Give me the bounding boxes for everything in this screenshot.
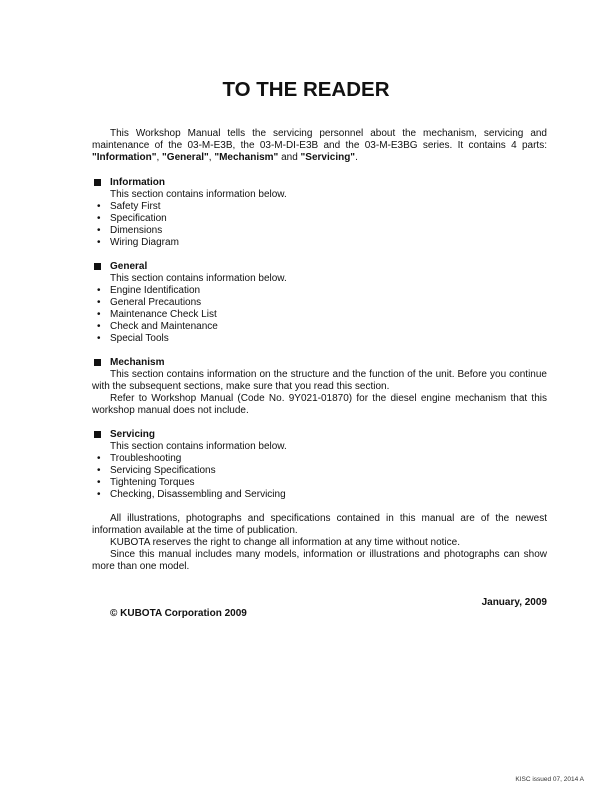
bullet-icon: • [97, 465, 101, 476]
square-bullet-icon [94, 359, 101, 366]
bullet-icon: • [97, 309, 101, 320]
list-item: • Dimensions [97, 225, 163, 236]
section-description: This section contains information below. [110, 441, 287, 452]
section-heading: Information [92, 177, 547, 189]
bullet-icon: • [97, 225, 101, 236]
section-item-list [92, 201, 547, 249]
section-heading: Servicing [92, 429, 547, 441]
bullet-icon: • [97, 201, 101, 212]
closing-paragraph: KUBOTA reserves the right to change all information at any time without notice. [110, 537, 460, 548]
section-item-list [92, 285, 547, 345]
section-paragraph: Refer to Workshop Manual (Code No. 9Y021-01870) for the diesel engine mechanism that this workshop manual does not include. [92, 393, 547, 416]
section-mechanism [92, 357, 547, 417]
part-servicing: "Servicing" [300, 152, 356, 163]
list-item: • Troubleshooting [97, 453, 182, 464]
square-bullet-icon [94, 263, 101, 270]
closing-paragraph: Since this manual includes many models, information or illustrations and photographs can show more than one model. [92, 549, 547, 572]
square-bullet-icon [94, 179, 101, 186]
closing-notes [92, 513, 547, 573]
list-item: • Wiring Diagram [97, 237, 179, 248]
section-general [92, 261, 547, 345]
part-mechanism: "Mechanism" [214, 152, 279, 163]
bullet-icon: • [97, 489, 101, 500]
section-servicing [92, 429, 547, 501]
section-information [92, 177, 547, 249]
bullet-icon: • [97, 237, 101, 248]
bullet-icon: • [97, 285, 101, 296]
part-information: "Information" [92, 152, 157, 163]
list-item: • Maintenance Check List [97, 309, 217, 320]
bullet-icon: • [97, 213, 101, 224]
section-paragraph: This section contains information on the structure and the function of the unit. Before you continue with the subsequent sections, make sure that you read this section. [92, 369, 547, 392]
section-heading: General [92, 261, 547, 273]
list-item: • Checking, Disassembling and Servicing [97, 489, 286, 500]
section-item-list [92, 453, 547, 501]
section-description: This section contains information below. [110, 189, 287, 200]
publication-date: January, 2009 [481, 597, 547, 608]
list-item: • Specification [97, 213, 167, 224]
bullet-icon: • [97, 477, 101, 488]
bullet-icon: • [97, 453, 101, 464]
list-item: • Special Tools [97, 333, 169, 344]
intro-paragraph: This Workshop Manual tells the servicing personnel about the mechanism, servicing and maintenance of the 03-M-E3B, the 03-M-DI-E3B and the 03-M-E3BG series. It contains 4 parts: "Information", "General", "Mechanism" and "Servicing". [92, 128, 547, 163]
closing-paragraph: All illustrations, photographs and specifications contained in this manual are of the newest information available at the time of publication. [92, 513, 547, 536]
bullet-icon: • [97, 333, 101, 344]
page-title: TO THE READER [222, 78, 390, 101]
bullet-icon: • [97, 297, 101, 308]
list-item: • Engine Identification [97, 285, 201, 296]
issue-footer: KISC issued 07, 2014 A [515, 776, 584, 783]
section-heading: Mechanism [92, 357, 547, 369]
list-item: • Servicing Specifications [97, 465, 216, 476]
list-item: • Safety First [97, 201, 161, 212]
copyright-notice: © KUBOTA Corporation 2009 [110, 608, 247, 619]
list-item: • Tightening Torques [97, 477, 195, 488]
list-item: • Check and Maintenance [97, 321, 218, 332]
bullet-icon: • [97, 321, 101, 332]
section-description: This section contains information below. [110, 273, 287, 284]
list-item: • General Precautions [97, 297, 202, 308]
part-general: "General" [162, 152, 209, 163]
square-bullet-icon [94, 431, 101, 438]
